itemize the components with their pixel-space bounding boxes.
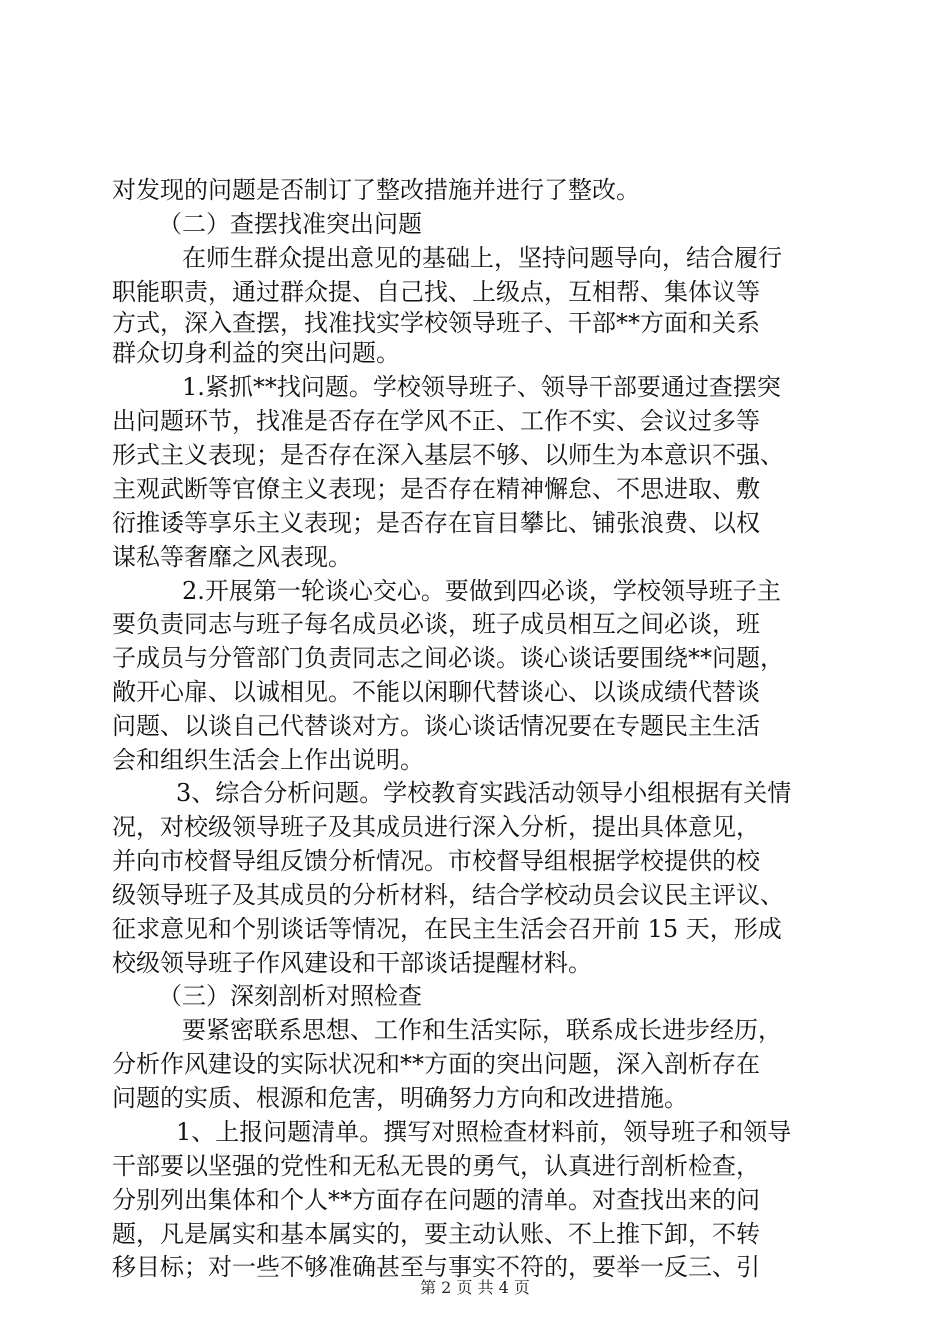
text-line: 分析作风建设的实际状况和**方面的突出问题，深入剖析存在 (112, 1050, 760, 1078)
text-line: 要紧密联系思想、工作和生活实际，联系成长进步经历， (182, 1016, 782, 1044)
text-line: 题，凡是属实和基本属实的，要主动认账、不上推下卸，不转 (112, 1220, 760, 1248)
text-line: 子成员与分管部门负责同志之间必谈。谈心谈话要围绕**问题， (112, 644, 784, 672)
section-heading: （二）查摆找准突出问题 (158, 210, 422, 238)
text-line: 级领导班子及其成员的分析材料，结合学校动员会议民主评议、 (112, 881, 784, 909)
text-line: 在师生群众提出意见的基础上，坚持问题导向，结合履行 (182, 244, 782, 272)
text-line: 分别列出集体和个人**方面存在问题的清单。对查找出来的问 (112, 1186, 760, 1214)
text-line: 问题的实质、根源和危害，明确努力方向和改进措施。 (112, 1084, 688, 1112)
text-line: 要负责同志与班子每名成员必谈，班子成员相互之间必谈，班 (112, 610, 760, 638)
text-line: 干部要以坚强的党性和无私无畏的勇气，认真进行剖析检查， (112, 1152, 760, 1180)
text-line: 对发现的问题是否制订了整改措施并进行了整改。 (112, 176, 640, 204)
text-line: 会和组织生活会上作出说明。 (112, 746, 424, 774)
text-line: 1、上报问题清单。撰写对照检查材料前，领导班子和领导 (176, 1118, 792, 1146)
text-line: 并向市校督导组反馈分析情况。市校督导组根据学校提供的校 (112, 847, 760, 875)
text-line: 征求意见和个别谈话等情况，在民主生活会召开前 15 天，形成 (112, 915, 782, 943)
text-line: 谋私等奢靡之风表现。 (112, 543, 352, 571)
text-line: 移目标；对一些不够准确甚至与事实不符的，要举一反三、引 (112, 1253, 760, 1281)
page-footer: 第 2 页 共 4 页 (420, 1278, 530, 1297)
text-line: 3、综合分析问题。学校教育实践活动领导小组根据有关情 (176, 779, 792, 807)
section-heading: （三）深刻剖析对照检查 (158, 982, 422, 1010)
text-line: 2.开展第一轮谈心交心。要做到四必谈，学校领导班子主 (182, 577, 781, 605)
text-line: 敞开心扉、以诚相见。不能以闲聊代替谈心、以谈成绩代替谈 (112, 678, 760, 706)
text-line: 方式，深入查摆，找准找实学校领导班子、干部**方面和关系 (112, 309, 760, 337)
text-line: 问题、以谈自己代替谈对方。谈心谈话情况要在专题民主生活 (112, 712, 760, 740)
text-line: 形式主义表现；是否存在深入基层不够、以师生为本意识不强、 (112, 441, 784, 469)
text-line: 职能职责，通过群众提、自己找、上级点，互相帮、集体议等 (112, 278, 760, 306)
text-line: 校级领导班子作风建设和干部谈话提醒材料。 (112, 949, 592, 977)
text-line: 衍推诿等享乐主义表现；是否存在盲目攀比、铺张浪费、以权 (112, 509, 760, 537)
text-line: 况，对校级领导班子及其成员进行深入分析，提出具体意见， (112, 813, 760, 841)
text-line: 1.紧抓**找问题。学校领导班子、领导干部要通过查摆突 (182, 373, 781, 401)
text-line: 出问题环节，找准是否存在学风不正、工作不实、会议过多等 (112, 407, 760, 435)
text-line: 主观武断等官僚主义表现；是否存在精神懈怠、不思进取、敷 (112, 475, 760, 503)
text-line: 群众切身利益的突出问题。 (112, 339, 400, 367)
